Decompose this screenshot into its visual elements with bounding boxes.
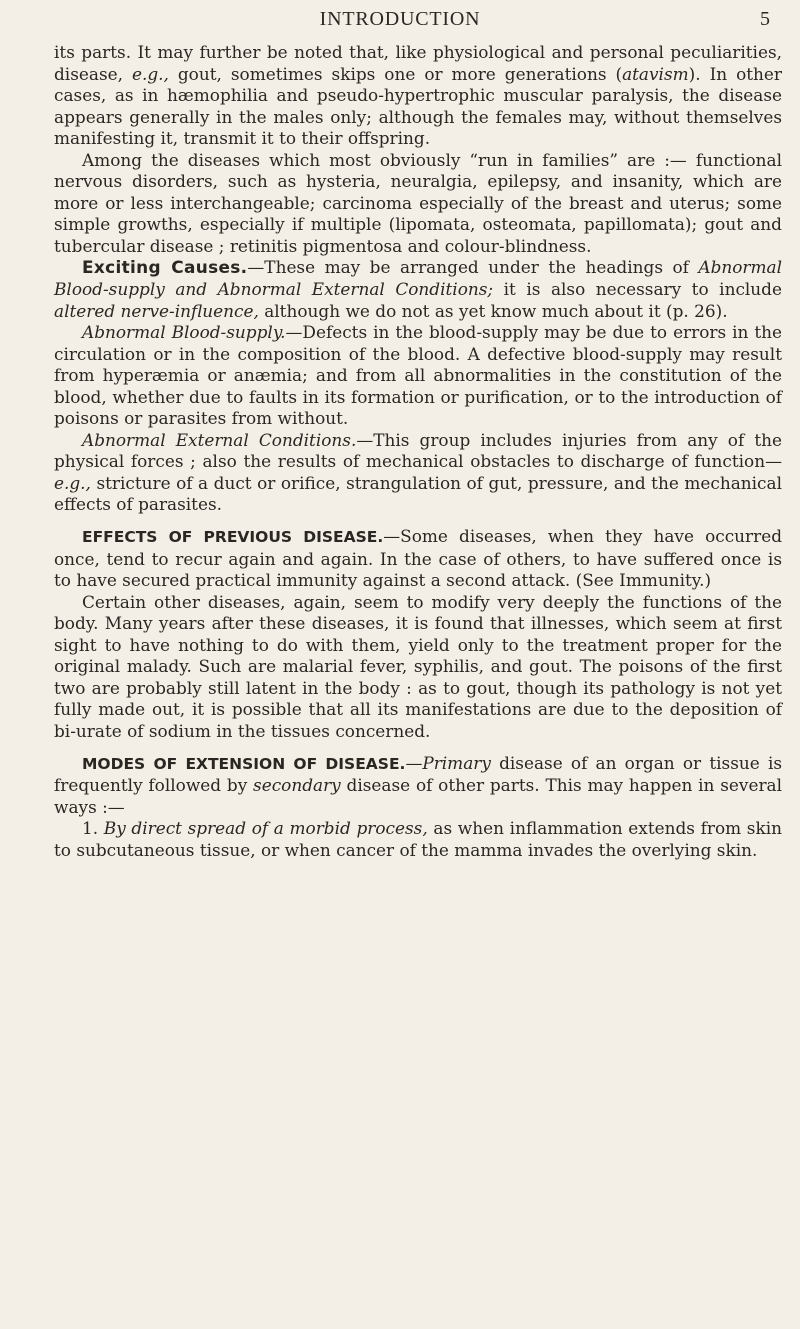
- text-run: disease of other parts. This may happen in several ways :—: [54, 775, 782, 817]
- section-heading-previous-disease: EFFECTS OF PREVIOUS DISEASE.: [82, 528, 384, 547]
- italic-run: altered nerve-influence,: [54, 300, 259, 321]
- paragraph-previous-disease: [54, 526, 782, 592]
- italic-run: e.g.,: [131, 63, 169, 84]
- page-number: 5: [760, 8, 770, 30]
- paragraph-modes-of-extension: [54, 753, 782, 819]
- italic-run: e.g.,: [54, 472, 91, 493]
- page-body: [54, 42, 782, 861]
- text-run: —Defects in the blood-supply may be due to errors in the circulation or in the composition of the blood. A defective blood-supply may result from hyperæmia or anæmia; and from all abnormalities in the constitution of the blood, whether due to faults in its formation or purification, or to the introduction of poisons or parasites from without.: [54, 322, 782, 429]
- text-run: it is also necessary to include: [493, 279, 782, 300]
- italic-run: Primary: [422, 752, 491, 773]
- italic-run: By direct spread of a morbid process,: [103, 818, 428, 839]
- paragraph-family-diseases: Among the diseases which most obviously “run in families” are :— functional nervous disorders, such as hysteria, neuralgia, epilepsy, and insanity, which are more or less interchangeable; carcinoma especially of the breast and uterus; some simple growths, especially if multiple (lipomata, osteomata, papillomata); gout and tubercular disease ; retinitis pigmentosa and colour-blindness.: [54, 149, 782, 256]
- text-run: —: [405, 752, 423, 773]
- paragraph-latent-diseases: Certain other diseases, again, seem to modify very deeply the functions of the body. Many years after these diseases, it is found that illnesses, which seem at first sight to have nothing to do with them, yield only to the treatment proper for the original malady. Such are malarial fever, syphilis, and gout. The poisons of the first two are probably still latent in the body : as to gout, though its pathology is not yet fully made out, it is possible that all its manifestations are due to the deposition of bi-urate of sodium in the tissues concerned.: [54, 591, 782, 741]
- text-run: —This group includes injuries from any of the physical forces ; also the results of mechanical obstacles to discharge of function—: [54, 429, 782, 472]
- section-heading-exciting-causes: Exciting Causes.: [82, 257, 248, 278]
- running-head: INTRODUCTION: [319, 8, 481, 30]
- spacer: [54, 743, 782, 753]
- text-run: ). In other cases, as in hæmophilia and pseudo-hypertrophic muscular paralysis, the disease appears generally in the males only; although the females may, without themselves manifesting it, transmit it to their offspring.: [54, 63, 783, 149]
- text-run: —Some diseases, when they have occurred once, tend to recur again and again. In the case of others, to have suffered once is to have secured practical immunity against a second attack. (See Immunity.): [54, 526, 783, 591]
- text-run: its parts. It may further be noted that, like physiological and personal peculiarities, disease,: [54, 42, 782, 84]
- italic-run: secondary: [253, 775, 341, 796]
- paragraph-direct-spread: [54, 818, 782, 861]
- section-heading-modes-of-extension: MODES OF EXTENSION OF DISEASE.: [82, 754, 406, 773]
- spacer: [54, 516, 782, 526]
- text-run: —These may be arranged under the headings of: [247, 257, 699, 278]
- text-run: as when inflammation extends from skin to subcutaneous tissue, or when cancer of the mamma invades the overlying skin.: [54, 818, 782, 860]
- text-run: gout, sometimes skips one or more generations (: [168, 63, 623, 84]
- page-header: [0, 4, 800, 34]
- subheading-blood-supply: Abnormal Blood-supply.: [82, 322, 286, 343]
- list-number: 1.: [82, 818, 99, 839]
- text-run: disease of an organ or tissue is frequently followed by: [54, 752, 783, 796]
- text-run: stricture of a duct or orifice, strangulation of gut, pressure, and the mechanical effects of parasites.: [54, 472, 782, 515]
- italic-run: atavism: [622, 63, 689, 84]
- text-run: although we do not as yet know much about it (p. 26).: [258, 300, 728, 321]
- paragraph-exciting-causes: [54, 257, 782, 322]
- italic-run: Abnormal Blood-supply and Abnormal External Conditions;: [54, 257, 782, 300]
- paragraph-blood-supply: [54, 322, 782, 430]
- paragraph-heredity: [54, 42, 782, 150]
- paragraph-external-conditions: [54, 430, 782, 516]
- subheading-external-conditions: Abnormal External Conditions.: [82, 429, 357, 450]
